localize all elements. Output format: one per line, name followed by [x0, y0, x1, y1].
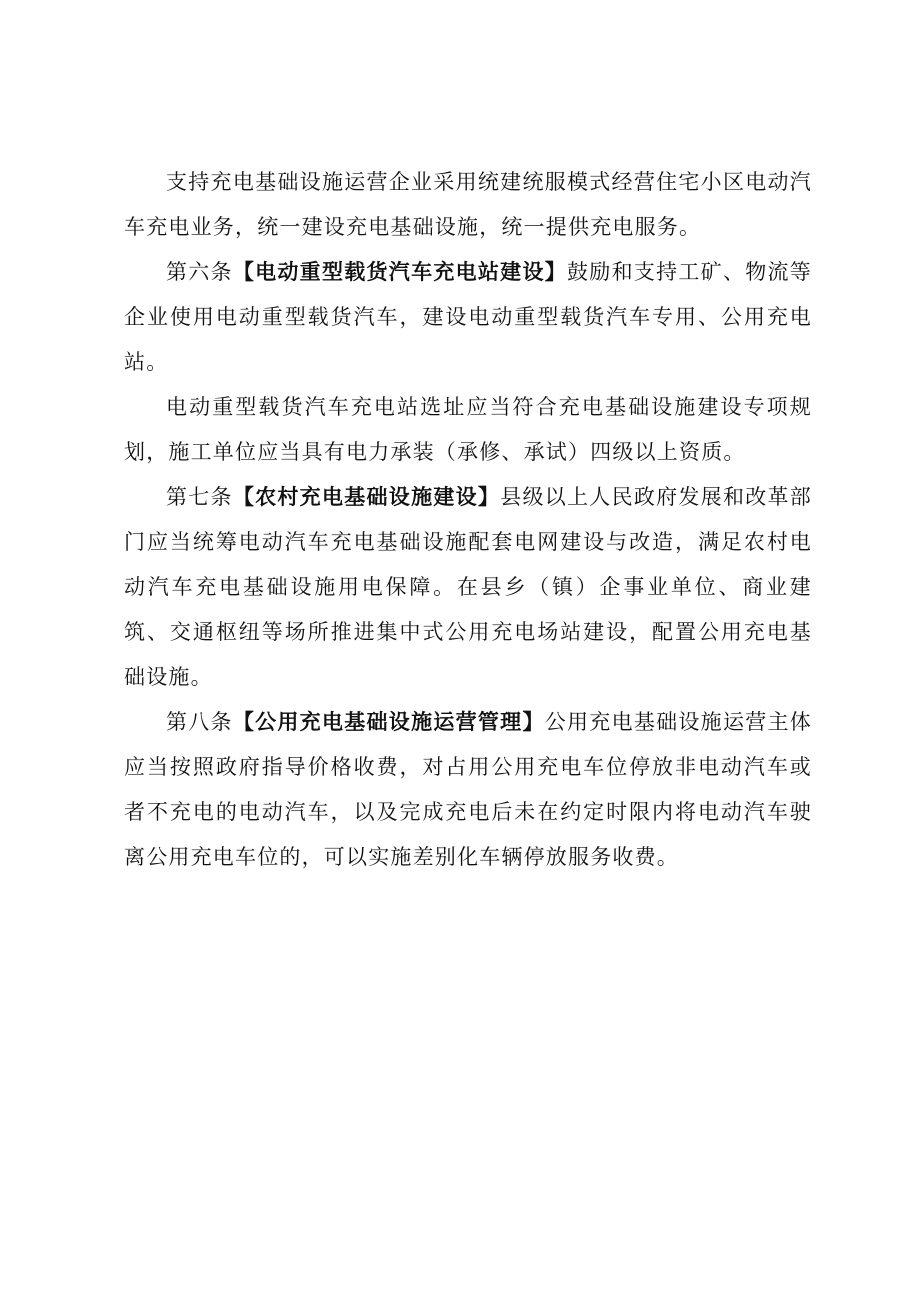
paragraph-article-6-siting — [124, 385, 812, 475]
article-heading: 【农村充电基础设施建设】 — [232, 485, 501, 509]
article-heading: 【电动重型载货汽车充电站建设】 — [232, 260, 568, 284]
paragraph-text: 鼓励和支持工矿、物流等企业使用电动重型载货汽车，建设电动重型载货汽车专用、公用充电站。 — [124, 260, 812, 374]
article-number: 第八条 — [166, 710, 233, 734]
paragraph-residential-charging — [124, 160, 812, 250]
paragraph-text: 支持充电基础设施运营企业采用统建统服模式经营住宅小区电动汽车充电业务，统一建设充电基础设施，统一提供充电服务。 — [124, 170, 812, 239]
article-heading: 【公用充电基础设施运营管理】 — [232, 710, 545, 734]
paragraph-article-6 — [124, 250, 812, 385]
paragraph-article-7 — [124, 475, 812, 700]
article-number: 第七条 — [166, 485, 233, 509]
document-body — [124, 160, 812, 880]
article-number: 第六条 — [166, 260, 233, 284]
paragraph-text: 县级以上人民政府发展和改革部门应当统筹电动汽车充电基础设施配套电网建设与改造，满足农村电动汽车充电基础设施用电保障。在县乡（镇）企事业单位、商业建筑、交通枢纽等场所推进集中式公用充电场站建设，配置公用充电基础设施。 — [124, 485, 812, 689]
paragraph-text: 电动重型载货汽车充电站选址应当符合充电基础设施建设专项规划，施工单位应当具有电力承装（承修、承试）四级以上资质。 — [124, 395, 812, 464]
paragraph-text: 公用充电基础设施运营主体应当按照政府指导价格收费，对占用公用充电车位停放非电动汽车或者不充电的电动汽车，以及完成充电后未在约定时限内将电动汽车驶离公用充电车位的，可以实施差别化车辆停放服务收费。 — [124, 710, 812, 869]
paragraph-article-8 — [124, 700, 812, 880]
